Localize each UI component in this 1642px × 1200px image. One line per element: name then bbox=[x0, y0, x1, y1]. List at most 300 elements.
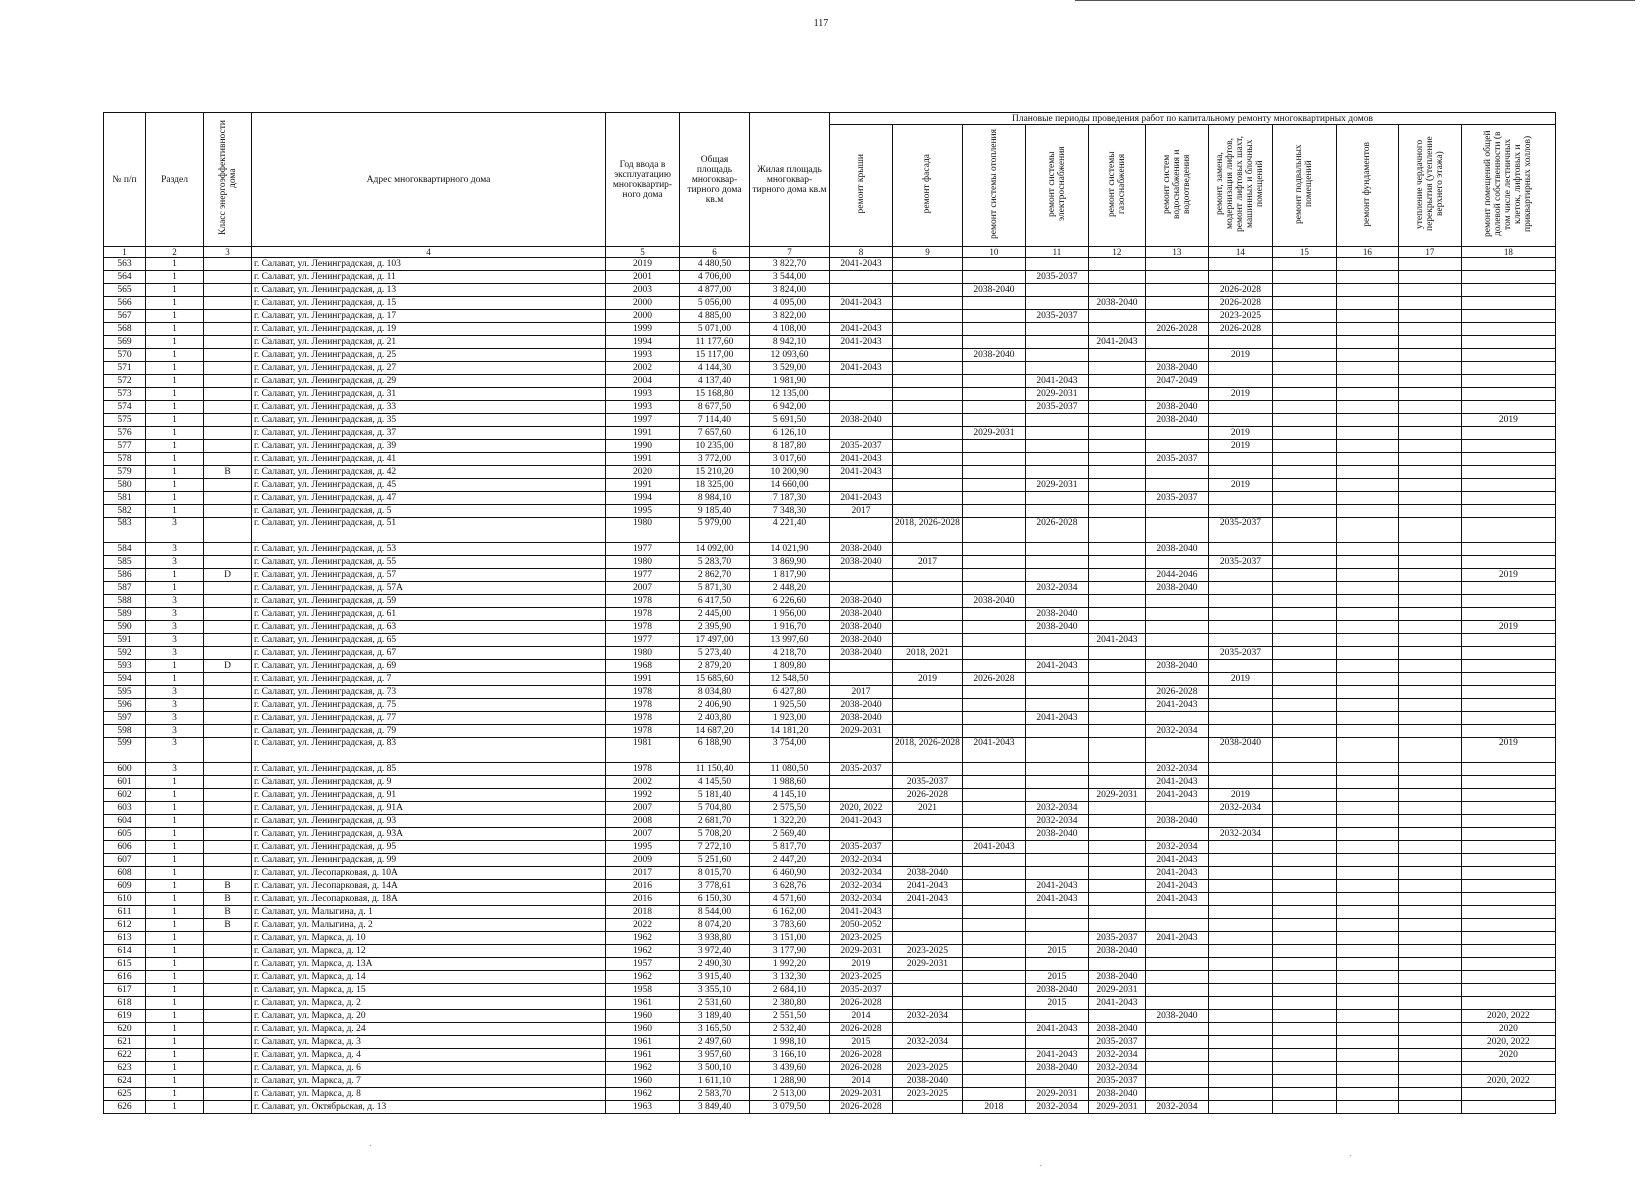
year-cell: 2020 bbox=[606, 466, 680, 479]
work-period-cell bbox=[962, 867, 1025, 880]
work-period-cell bbox=[962, 271, 1025, 284]
work-period-cell bbox=[1088, 284, 1145, 297]
section-cell: 1 bbox=[146, 427, 204, 440]
section-cell: 1 bbox=[146, 258, 204, 271]
total-area-cell: 2 445,00 bbox=[680, 608, 750, 621]
living-area-cell: 3 439,60 bbox=[750, 1062, 830, 1075]
work-period-cell bbox=[1272, 880, 1336, 893]
col-header-number: № п/п bbox=[104, 113, 146, 247]
work-period-cell bbox=[1145, 284, 1208, 297]
work-period-cell bbox=[962, 893, 1025, 906]
address-cell: г. Салават, ул. Ленинградская, д. 51 bbox=[252, 518, 606, 543]
work-period-cell bbox=[1272, 725, 1336, 738]
table-row bbox=[104, 505, 1556, 518]
row-number-cell: 574 bbox=[104, 401, 146, 414]
work-period-cell bbox=[1088, 776, 1145, 789]
col-header-year: Год ввода в эксплуатацию многоквартир- ного дома bbox=[606, 113, 680, 247]
section-cell: 1 bbox=[146, 271, 204, 284]
work-period-cell bbox=[1145, 945, 1208, 958]
work-period-cell: 2038-2040 bbox=[830, 647, 893, 660]
year-cell: 1977 bbox=[606, 634, 680, 647]
work-period-cell bbox=[1398, 505, 1461, 518]
column-number-row bbox=[104, 247, 1556, 258]
address-cell: г. Салават, ул. Маркса, д. 14 bbox=[252, 971, 606, 984]
work-period-cell bbox=[1088, 543, 1145, 556]
address-cell: г. Салават, ул. Ленинградская, д. 33 bbox=[252, 401, 606, 414]
work-period-cell bbox=[1398, 660, 1461, 673]
work-period-cell: 2038-2040 bbox=[1145, 362, 1208, 375]
work-period-cell bbox=[1336, 841, 1398, 854]
work-period-cell bbox=[1336, 763, 1398, 776]
work-period-cell: 2026-2028 bbox=[1025, 518, 1088, 543]
work-period-cell: 2041-2043 bbox=[1145, 699, 1208, 712]
work-period-cell: 2038-2040 bbox=[1088, 297, 1145, 310]
address-cell: г. Салават, ул. Ленинградская, д. 73 bbox=[252, 686, 606, 699]
work-period-cell: 2032-2034 bbox=[1208, 802, 1272, 815]
energy-class-cell bbox=[204, 323, 252, 336]
work-period-cell bbox=[893, 595, 963, 608]
total-area-cell: 4 706,00 bbox=[680, 271, 750, 284]
work-period-cell bbox=[1461, 479, 1555, 492]
work-period-cell bbox=[1025, 647, 1088, 660]
work-period-cell bbox=[1025, 673, 1088, 686]
living-area-cell: 1 809,80 bbox=[750, 660, 830, 673]
work-period-cell bbox=[1336, 401, 1398, 414]
work-period-cell bbox=[1145, 906, 1208, 919]
section-cell: 1 bbox=[146, 414, 204, 427]
address-cell: г. Салават, ул. Ленинградская, д. 42 bbox=[252, 466, 606, 479]
work-period-cell: 2026-2028 bbox=[830, 997, 893, 1010]
capital-repair-schedule-table bbox=[103, 112, 1556, 1114]
work-period-cell bbox=[1208, 453, 1272, 466]
work-period-cell bbox=[1398, 427, 1461, 440]
work-period-cell bbox=[962, 699, 1025, 712]
section-cell: 1 bbox=[146, 776, 204, 789]
total-area-cell: 4 885,00 bbox=[680, 310, 750, 323]
section-cell: 1 bbox=[146, 841, 204, 854]
row-number-cell: 584 bbox=[104, 543, 146, 556]
work-period-cell bbox=[1398, 323, 1461, 336]
living-area-cell: 2 569,40 bbox=[750, 828, 830, 841]
work-period-cell bbox=[893, 686, 963, 699]
energy-class-cell bbox=[204, 375, 252, 388]
work-period-cell bbox=[1145, 336, 1208, 349]
work-period-cell: 2019 bbox=[1208, 440, 1272, 453]
row-number-cell: 615 bbox=[104, 958, 146, 971]
work-period-cell bbox=[962, 1062, 1025, 1075]
work-period-cell bbox=[1398, 828, 1461, 841]
total-area-cell: 2 497,60 bbox=[680, 1036, 750, 1049]
row-number-cell: 616 bbox=[104, 971, 146, 984]
work-period-cell bbox=[962, 945, 1025, 958]
work-period-cell bbox=[1272, 867, 1336, 880]
page-number: 117 bbox=[813, 18, 829, 29]
energy-class-cell bbox=[204, 789, 252, 802]
row-number-cell: 578 bbox=[104, 453, 146, 466]
work-period-cell bbox=[830, 284, 893, 297]
section-cell: 1 bbox=[146, 893, 204, 906]
column-number-cell: 10 bbox=[962, 247, 1025, 258]
work-period-cell bbox=[1398, 880, 1461, 893]
address-cell: г. Салават, ул. Ленинградская, д. 57А bbox=[252, 582, 606, 595]
work-period-cell bbox=[1272, 1010, 1336, 1023]
work-period-cell bbox=[893, 932, 963, 945]
energy-class-cell bbox=[204, 1062, 252, 1075]
work-period-cell bbox=[1336, 1010, 1398, 1023]
table-row bbox=[104, 660, 1556, 673]
work-period-cell bbox=[1088, 271, 1145, 284]
total-area-cell: 5 273,40 bbox=[680, 647, 750, 660]
work-period-cell: 2029-2031 bbox=[1088, 789, 1145, 802]
work-period-cell: 2019 bbox=[1461, 414, 1555, 427]
column-number-cell: 3 bbox=[204, 247, 252, 258]
work-period-cell bbox=[893, 401, 963, 414]
work-period-cell bbox=[1025, 362, 1088, 375]
work-period-cell: 2032-2034 bbox=[1088, 1062, 1145, 1075]
work-period-cell bbox=[1272, 906, 1336, 919]
work-period-cell bbox=[1088, 673, 1145, 686]
table-row bbox=[104, 323, 1556, 336]
table-row bbox=[104, 699, 1556, 712]
living-area-cell: 1 923,00 bbox=[750, 712, 830, 725]
work-period-cell bbox=[1336, 336, 1398, 349]
work-period-cell bbox=[1025, 1075, 1088, 1088]
total-area-cell: 4 877,00 bbox=[680, 284, 750, 297]
work-period-cell bbox=[1461, 349, 1555, 362]
living-area-cell: 1 322,20 bbox=[750, 815, 830, 828]
work-period-cell bbox=[893, 582, 963, 595]
row-number-cell: 607 bbox=[104, 854, 146, 867]
address-cell: г. Салават, ул. Маркса, д. 12 bbox=[252, 945, 606, 958]
work-period-cell: 2035-2037 bbox=[1208, 647, 1272, 660]
table-row bbox=[104, 401, 1556, 414]
total-area-cell: 5 704,80 bbox=[680, 802, 750, 815]
work-period-cell: 2023-2025 bbox=[893, 1062, 963, 1075]
work-period-cell bbox=[1088, 479, 1145, 492]
total-area-cell: 5 871,30 bbox=[680, 582, 750, 595]
work-period-cell bbox=[1025, 466, 1088, 479]
work-period-cell bbox=[1461, 297, 1555, 310]
work-period-cell bbox=[1336, 414, 1398, 427]
work-period-cell: 2026-2028 bbox=[830, 1049, 893, 1062]
column-number-cell: 7 bbox=[750, 247, 830, 258]
living-area-cell: 3 151,00 bbox=[750, 932, 830, 945]
address-cell: г. Салават, ул. Ленинградская, д. 13 bbox=[252, 284, 606, 297]
address-cell: г. Салават, ул. Маркса, д. 3 bbox=[252, 1036, 606, 1049]
address-cell: г. Салават, ул. Ленинградская, д. 39 bbox=[252, 440, 606, 453]
work-period-cell bbox=[1336, 673, 1398, 686]
work-period-cell bbox=[893, 725, 963, 738]
table-row bbox=[104, 776, 1556, 789]
work-period-cell bbox=[1272, 479, 1336, 492]
work-period-cell bbox=[1088, 414, 1145, 427]
work-period-cell bbox=[1461, 284, 1555, 297]
energy-class-cell bbox=[204, 453, 252, 466]
work-period-cell bbox=[1145, 634, 1208, 647]
work-period-cell bbox=[1336, 440, 1398, 453]
energy-class-cell bbox=[204, 427, 252, 440]
work-period-cell bbox=[830, 479, 893, 492]
total-area-cell: 11 177,60 bbox=[680, 336, 750, 349]
column-number-cell: 12 bbox=[1088, 247, 1145, 258]
row-number-cell: 604 bbox=[104, 815, 146, 828]
work-period-cell: 2032-2034 bbox=[893, 1036, 963, 1049]
work-period-cell bbox=[1145, 349, 1208, 362]
work-period-cell bbox=[1208, 763, 1272, 776]
work-period-cell bbox=[1025, 284, 1088, 297]
work-period-cell: 2038-2040 bbox=[962, 595, 1025, 608]
section-cell: 1 bbox=[146, 297, 204, 310]
work-period-cell bbox=[1398, 401, 1461, 414]
total-area-cell: 6 150,30 bbox=[680, 893, 750, 906]
row-number-cell: 626 bbox=[104, 1101, 146, 1114]
row-number-cell: 571 bbox=[104, 362, 146, 375]
work-period-cell bbox=[962, 763, 1025, 776]
work-period-cell bbox=[1336, 984, 1398, 997]
work-period-cell bbox=[1025, 556, 1088, 569]
work-period-cell: 2038-2040 bbox=[1088, 1023, 1145, 1036]
work-period-cell bbox=[1272, 271, 1336, 284]
work-period-cell bbox=[1461, 763, 1555, 776]
work-period-cell bbox=[1398, 492, 1461, 505]
column-number-cell: 15 bbox=[1272, 247, 1336, 258]
work-period-cell: 2038-2040 bbox=[830, 595, 893, 608]
row-number-cell: 597 bbox=[104, 712, 146, 725]
work-period-cell bbox=[1336, 906, 1398, 919]
work-period-cell bbox=[1398, 388, 1461, 401]
work-period-cell bbox=[830, 738, 893, 763]
year-cell: 1978 bbox=[606, 763, 680, 776]
work-period-cell bbox=[1398, 582, 1461, 595]
total-area-cell: 2 403,80 bbox=[680, 712, 750, 725]
work-period-cell bbox=[1461, 932, 1555, 945]
living-area-cell: 14 021,90 bbox=[750, 543, 830, 556]
work-period-cell bbox=[962, 1010, 1025, 1023]
work-period-cell bbox=[1088, 815, 1145, 828]
column-number-cell: 16 bbox=[1336, 247, 1398, 258]
work-period-cell bbox=[1398, 997, 1461, 1010]
work-period-cell: 2035-2037 bbox=[893, 776, 963, 789]
work-period-cell bbox=[1398, 647, 1461, 660]
work-period-cell bbox=[1461, 608, 1555, 621]
column-number-cell: 6 bbox=[680, 247, 750, 258]
work-period-cell: 2015 bbox=[1025, 971, 1088, 984]
row-number-cell: 569 bbox=[104, 336, 146, 349]
work-period-cell bbox=[962, 802, 1025, 815]
year-cell: 1995 bbox=[606, 841, 680, 854]
work-period-cell bbox=[1336, 699, 1398, 712]
work-period-cell bbox=[1088, 893, 1145, 906]
column-number-cell: 14 bbox=[1208, 247, 1272, 258]
row-number-cell: 579 bbox=[104, 466, 146, 479]
energy-class-cell: B bbox=[204, 880, 252, 893]
work-period-cell bbox=[1336, 375, 1398, 388]
living-area-cell: 4 108,00 bbox=[750, 323, 830, 336]
work-period-cell bbox=[1336, 1075, 1398, 1088]
work-period-cell: 2019 bbox=[1208, 349, 1272, 362]
top-edge-line bbox=[1075, 0, 1635, 1]
work-period-cell: 2035-2037 bbox=[1208, 556, 1272, 569]
row-number-cell: 580 bbox=[104, 479, 146, 492]
col-header-work-label: ремонт, замена, модернизация лифтов, ремонт лифтовых шахт, машинных и блочных помещений bbox=[1215, 136, 1266, 232]
work-period-cell bbox=[1461, 867, 1555, 880]
total-area-cell: 3 772,00 bbox=[680, 453, 750, 466]
work-period-cell bbox=[893, 815, 963, 828]
work-period-cell: 2041-2043 bbox=[1145, 880, 1208, 893]
table-body bbox=[104, 258, 1556, 1114]
work-period-cell bbox=[1461, 543, 1555, 556]
work-period-cell bbox=[1398, 763, 1461, 776]
work-period-cell bbox=[830, 388, 893, 401]
table-row bbox=[104, 466, 1556, 479]
work-period-cell bbox=[893, 349, 963, 362]
work-period-cell bbox=[1336, 997, 1398, 1010]
row-number-cell: 620 bbox=[104, 1023, 146, 1036]
work-period-cell bbox=[1025, 440, 1088, 453]
work-period-cell bbox=[1461, 984, 1555, 997]
work-period-cell bbox=[1272, 789, 1336, 802]
work-period-cell bbox=[1336, 686, 1398, 699]
work-period-cell bbox=[1088, 621, 1145, 634]
address-cell: г. Салават, ул. Маркса, д. 15 bbox=[252, 984, 606, 997]
work-period-cell bbox=[1208, 401, 1272, 414]
energy-class-cell bbox=[204, 621, 252, 634]
total-area-cell: 8 034,80 bbox=[680, 686, 750, 699]
work-period-cell bbox=[1336, 725, 1398, 738]
energy-class-cell bbox=[204, 271, 252, 284]
work-period-cell bbox=[893, 699, 963, 712]
work-period-cell bbox=[1272, 841, 1336, 854]
work-period-cell: 2020 bbox=[1461, 1049, 1555, 1062]
total-area-cell: 3 915,40 bbox=[680, 971, 750, 984]
living-area-cell: 5 817,70 bbox=[750, 841, 830, 854]
energy-class-cell bbox=[204, 828, 252, 841]
living-area-cell: 14 181,20 bbox=[750, 725, 830, 738]
work-period-cell bbox=[1272, 673, 1336, 686]
work-period-cell bbox=[1145, 479, 1208, 492]
table-row bbox=[104, 271, 1556, 284]
living-area-cell: 2 380,80 bbox=[750, 997, 830, 1010]
total-area-cell: 2 490,30 bbox=[680, 958, 750, 971]
work-period-cell bbox=[1272, 634, 1336, 647]
col-header-address: Адрес многоквартирного дома bbox=[252, 113, 606, 247]
column-number-cell: 13 bbox=[1145, 247, 1208, 258]
year-cell: 1991 bbox=[606, 453, 680, 466]
work-period-cell bbox=[1398, 893, 1461, 906]
energy-class-cell bbox=[204, 854, 252, 867]
work-period-cell bbox=[1208, 854, 1272, 867]
work-period-cell: 2021 bbox=[893, 802, 963, 815]
work-period-cell: 2038-2040 bbox=[1145, 582, 1208, 595]
energy-class-cell bbox=[204, 414, 252, 427]
work-period-cell bbox=[962, 725, 1025, 738]
living-area-cell: 6 226,60 bbox=[750, 595, 830, 608]
work-period-cell: 2032-2034 bbox=[1025, 802, 1088, 815]
work-period-cell bbox=[1398, 595, 1461, 608]
work-period-cell bbox=[1272, 453, 1336, 466]
work-period-cell bbox=[1398, 375, 1461, 388]
work-period-cell bbox=[893, 543, 963, 556]
work-period-cell: 2019 bbox=[1461, 621, 1555, 634]
work-period-cell bbox=[1336, 1023, 1398, 1036]
energy-class-cell bbox=[204, 815, 252, 828]
living-area-cell: 2 448,20 bbox=[750, 582, 830, 595]
work-period-cell bbox=[1208, 466, 1272, 479]
work-period-cell bbox=[1088, 867, 1145, 880]
table-row bbox=[104, 582, 1556, 595]
section-cell: 1 bbox=[146, 479, 204, 492]
total-area-cell: 5 056,00 bbox=[680, 297, 750, 310]
total-area-cell: 1 611,10 bbox=[680, 1075, 750, 1088]
work-period-cell: 2038-2040 bbox=[1145, 414, 1208, 427]
work-period-cell bbox=[1208, 543, 1272, 556]
work-period-cell bbox=[1025, 505, 1088, 518]
living-area-cell: 12 135,00 bbox=[750, 388, 830, 401]
year-cell: 1977 bbox=[606, 543, 680, 556]
work-period-cell: 2023-2025 bbox=[1208, 310, 1272, 323]
work-period-cell bbox=[1272, 971, 1336, 984]
table-row bbox=[104, 621, 1556, 634]
work-period-cell bbox=[1336, 971, 1398, 984]
work-period-cell bbox=[1398, 932, 1461, 945]
row-number-cell: 623 bbox=[104, 1062, 146, 1075]
energy-class-cell bbox=[204, 582, 252, 595]
section-cell: 1 bbox=[146, 958, 204, 971]
work-period-cell: 2041-2043 bbox=[830, 906, 893, 919]
work-period-cell bbox=[893, 297, 963, 310]
work-period-cell bbox=[1208, 634, 1272, 647]
work-period-cell bbox=[1272, 375, 1336, 388]
work-period-cell bbox=[830, 427, 893, 440]
row-number-cell: 590 bbox=[104, 621, 146, 634]
row-number-cell: 602 bbox=[104, 789, 146, 802]
work-period-cell bbox=[1145, 647, 1208, 660]
living-area-cell: 3 824,00 bbox=[750, 284, 830, 297]
work-period-cell bbox=[1088, 828, 1145, 841]
work-period-cell: 2050-2052 bbox=[830, 919, 893, 932]
col-header-work-8 bbox=[830, 125, 893, 247]
row-number-cell: 566 bbox=[104, 297, 146, 310]
section-cell: 3 bbox=[146, 621, 204, 634]
work-period-cell bbox=[1025, 932, 1088, 945]
living-area-cell: 11 080,50 bbox=[750, 763, 830, 776]
energy-class-cell bbox=[204, 647, 252, 660]
work-period-cell bbox=[1145, 1088, 1208, 1101]
table-row bbox=[104, 297, 1556, 310]
work-period-cell bbox=[830, 569, 893, 582]
work-period-cell bbox=[1461, 466, 1555, 479]
work-period-cell bbox=[1398, 776, 1461, 789]
row-number-cell: 606 bbox=[104, 841, 146, 854]
work-period-cell bbox=[1208, 569, 1272, 582]
work-period-cell bbox=[893, 440, 963, 453]
section-cell: 1 bbox=[146, 1010, 204, 1023]
work-period-cell bbox=[1336, 284, 1398, 297]
work-period-cell bbox=[1272, 893, 1336, 906]
living-area-cell: 8 187,80 bbox=[750, 440, 830, 453]
work-period-cell bbox=[893, 492, 963, 505]
living-area-cell: 7 348,30 bbox=[750, 505, 830, 518]
work-period-cell: 2038-2040 bbox=[1025, 621, 1088, 634]
work-period-cell bbox=[962, 453, 1025, 466]
work-period-cell bbox=[1336, 310, 1398, 323]
work-period-cell bbox=[1398, 699, 1461, 712]
work-period-cell bbox=[962, 984, 1025, 997]
work-period-cell: 2038-2040 bbox=[830, 608, 893, 621]
table-row bbox=[104, 349, 1556, 362]
table-header bbox=[104, 113, 1556, 258]
work-period-cell bbox=[1398, 738, 1461, 763]
